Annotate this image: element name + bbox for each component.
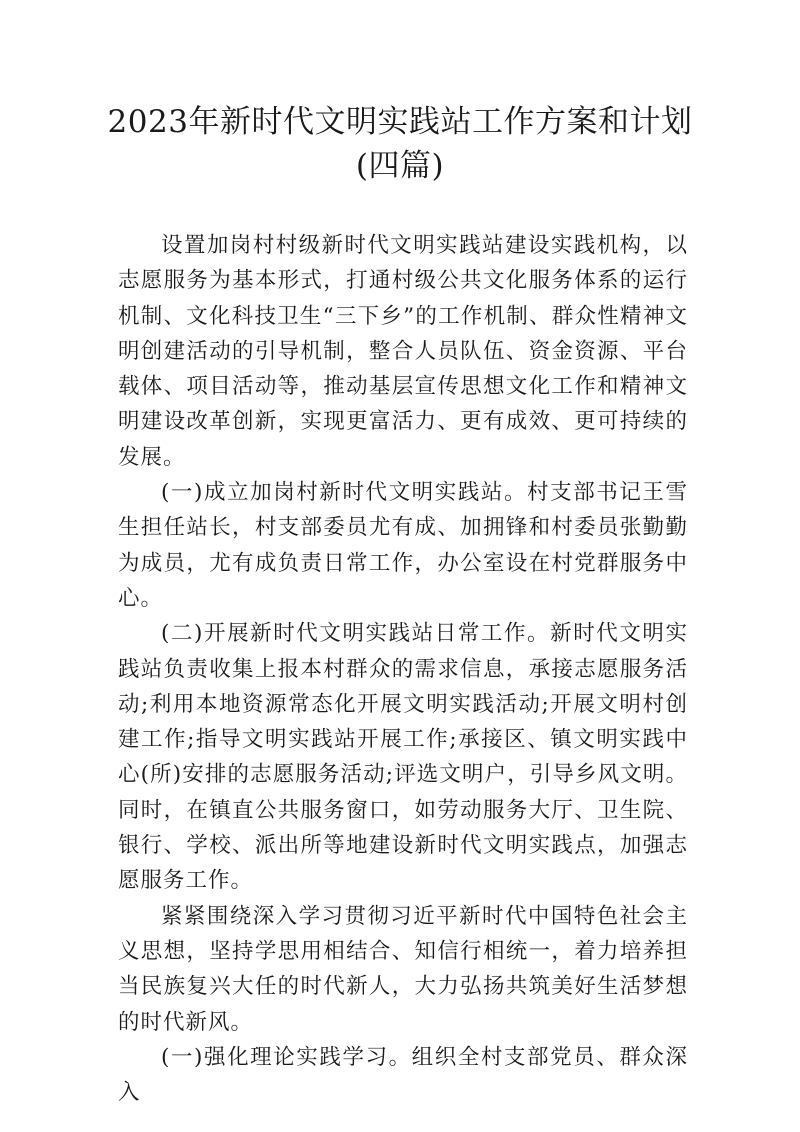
paragraph: (一)成立加岗村新时代文明实践站。村支部书记王雪生担任站长，村支部委员尤有成、加拥锋和村委员张勤勤为成员，尤有成负责日常工作，办公室设在村党群服务中心。: [118, 480, 688, 611]
paragraph: (二)开展新时代文明实践站日常工作。新时代文明实践站负责收集上报本村群众的需求信息，承接志愿服务活动;利用本地资源常态化开展文明实践活动;开展文明村创建工作;指导文明实践站开展工作;承接区、镇文明实践中心(所)安排的志愿服务活动;评选文明户，引导乡风文明。同时，在镇直公共服务窗口，如劳动服务大厅、卫生院、银行、学校、派出所等地建设新时代文明实践点，加强志愿服务工作。: [118, 621, 688, 894]
document-title: 2023年新时代文明实践站工作方案和计划: [107, 104, 693, 140]
document-body: [118, 228, 688, 1110]
document-subtitle: (四篇): [355, 148, 445, 184]
paragraph: 设置加岗村村级新时代文明实践站建设实践机构，以志愿服务为基本形式，打通村级公共文化服务体系的运行机制、文化科技卫生“三下乡”的工作机制、群众性精神文明创建活动的引导机制，整合人员队伍、资金资源、平台载体、项目活动等，推动基层宣传思想文化工作和精神文明建设改革创新，实现更富活力、更有成效、更可持续的发展。: [118, 233, 688, 470]
paragraph: 紧紧围绕深入学习贯彻习近平新时代中国特色社会主义思想，坚持学思用相结合、知信行相统一，着力培养担当民族复兴大任的时代新人，大力弘扬共筑美好生活梦想的时代新风。: [118, 903, 688, 1035]
paragraph: (一)强化理论实践学习。组织全村支部党员、群众深入: [118, 1044, 688, 1106]
